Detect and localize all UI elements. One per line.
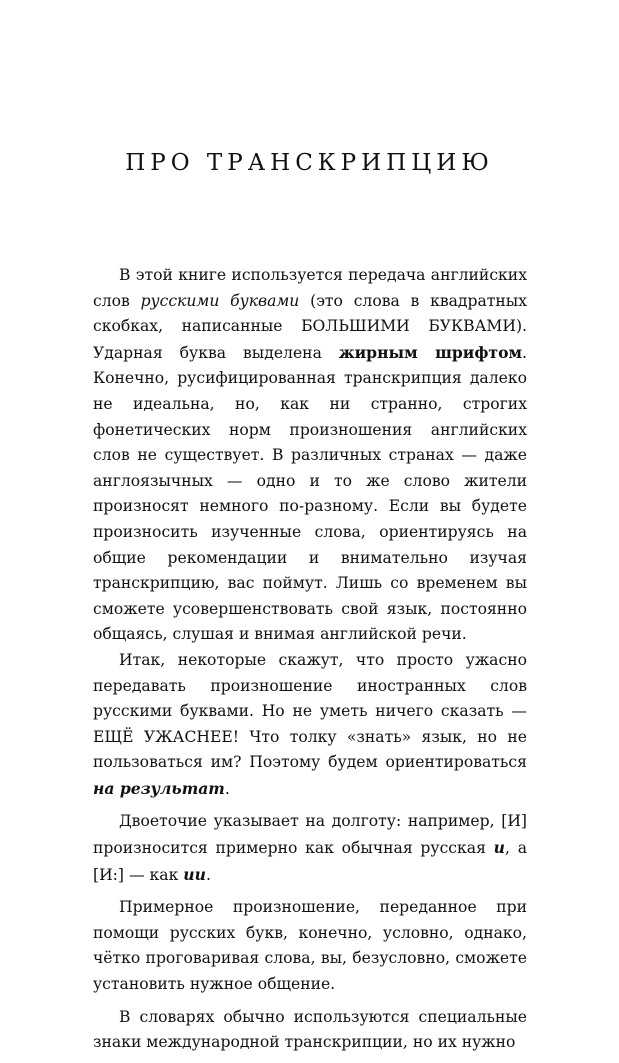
text: . Конечно, русифицированная транскрипция далеко не идеальна, но, как ни странно, строгих фонетических норм произношения английских слов не существует. В различных странах — даже англоязычных — одно и то же слово жители произносят немного по-разному. Если вы будете произносить изученные слова, ориентируясь на общие рекомендации и внимательно изучая транскрипцию, вас поймут. Лишь со временем вы сможете усовершенствовать свой язык, постоянно общаясь, слушая и внимая английской речи. bbox=[93, 343, 527, 644]
text: В словарях обычно используются специальные знаки международной транскрипции, но их нужно bbox=[93, 1007, 527, 1052]
text: , а [И:] — как bbox=[93, 839, 527, 884]
bold-italic-phrase: на результат bbox=[93, 778, 225, 798]
paragraph-4 bbox=[93, 895, 527, 997]
paragraph-5 bbox=[93, 1005, 527, 1056]
text: (это слова в квадратных скобках, написанные БОЛЬШИМИ БУКВАМИ). Ударная буква выделена bbox=[93, 291, 527, 362]
chapter-title: ПРО ТРАНСКРИПЦИЮ bbox=[125, 150, 494, 176]
text: Итак, некоторые скажут, что просто ужасно передавать произношение иностранных слов русскими буквами. Но не уметь ничего сказать — ЕЩЁ УЖАСНЕЕ! Что толку «знать» язык, но не пользоваться им? Поэтому будем ориентироваться bbox=[93, 650, 527, 772]
text: . bbox=[205, 865, 211, 884]
text: В этой книге используется передача английских слов bbox=[93, 266, 527, 310]
bold-phrase: жирным шрифтом bbox=[338, 342, 523, 362]
text: . bbox=[224, 779, 230, 798]
text: Примерное произношение, переданное при помощи русских букв, конечно, условно, однако, чётко проговаривая слова, вы, безусловно, сможете установить нужное общение. bbox=[93, 898, 527, 994]
paragraph-1 bbox=[93, 263, 527, 648]
paragraph-2 bbox=[93, 648, 527, 803]
chapter-body bbox=[93, 263, 527, 1063]
text: Двоеточие указывает на долготу: например, [И] произносится примерно как обычная русская bbox=[93, 812, 527, 858]
italic-phrase: русскими буквами bbox=[140, 291, 300, 310]
bold-italic-letters: ии bbox=[183, 864, 206, 884]
bold-italic-letter: и bbox=[493, 838, 505, 858]
paragraph-3 bbox=[93, 809, 527, 888]
